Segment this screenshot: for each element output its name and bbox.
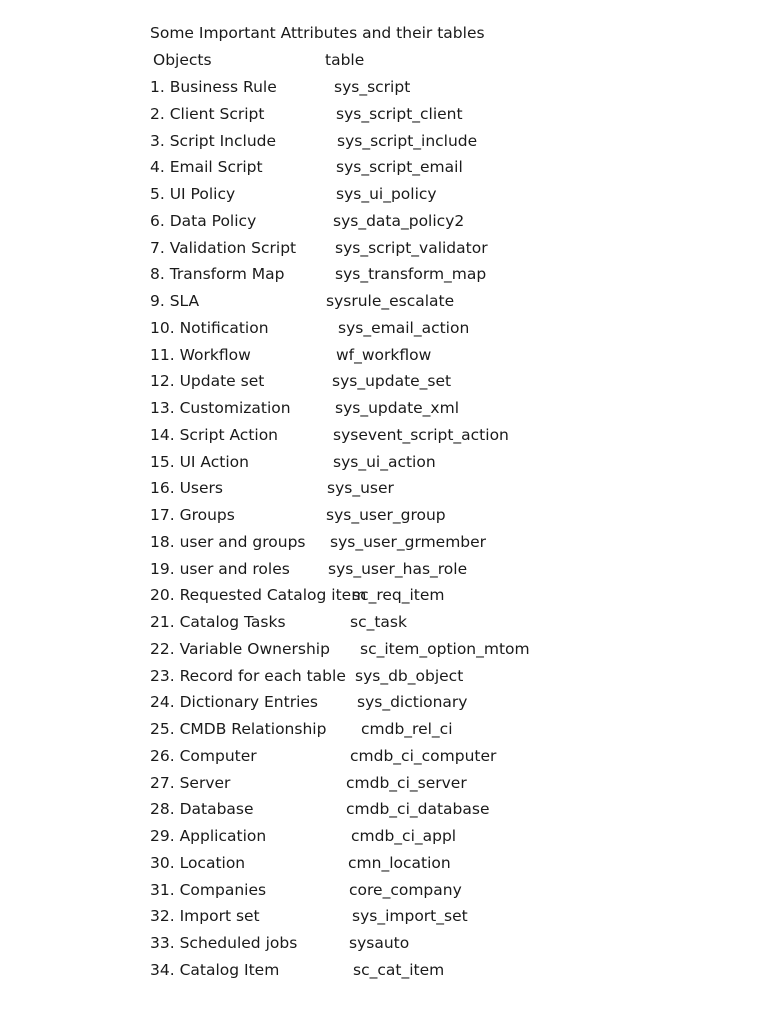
table-name: sys_script_validator [335,238,488,257]
table-name: sys_user_grmember [330,532,487,551]
object-name: 17. Groups [150,506,235,524]
object-name: 12. Update set [150,372,265,391]
table-name: core_company [349,880,462,899]
object-name: 22. Variable Ownership [150,639,330,658]
object-name: 30. Location [150,853,246,872]
table-name: sys_script_email [336,158,463,177]
table-name: sysevent_script_action [333,425,509,444]
object-name: 32. Import set [150,907,260,926]
object-name: 3. Script Include [150,131,277,150]
table-row [0,453,768,475]
table-row [0,667,768,689]
table-row [0,78,768,100]
table-row [0,907,768,929]
object-name: 15. UI Action [150,452,249,471]
table-name: sys_user_group [326,506,446,524]
table-row [0,934,768,956]
object-name: 23. Record for each table [150,666,346,685]
table-row [0,426,768,448]
object-name: 21. Catalog Tasks [150,613,286,631]
table-row [0,319,768,341]
table-name: sysrule_escalate [326,292,455,310]
table-name: cmdb_ci_computer [350,746,497,765]
object-name: 10. Notification [150,318,269,337]
object-name: 28. Database [150,800,254,819]
table-row [0,399,768,421]
table-name: sys_import_set [352,907,468,926]
table-name: sys_dictionary [357,693,468,712]
object-name: 4. Email Script [150,158,263,177]
object-name: 26. Computer [150,746,257,765]
object-name: 2. Client Script [150,104,265,123]
table-name: sys_transform_map [335,265,487,284]
object-name: 19. user and roles [150,559,290,578]
table-name: cmdb_rel_ci [361,720,453,738]
object-name: 14. Script Action [150,425,279,444]
object-name: 33. Scheduled jobs [150,934,298,952]
table-row [0,158,768,180]
object-name: 6. Data Policy [150,211,257,230]
object-name: 25. CMDB Relationship [150,720,327,738]
object-name: 34. Catalog Item [150,960,280,979]
table-row [0,586,768,608]
table-row [0,961,768,983]
table-row [0,346,768,368]
object-name: 20. Requested Catalog item [150,586,367,605]
table-name: sys_update_xml [335,399,460,417]
table-row [0,640,768,662]
table-name: sys_user_has_role [328,559,468,578]
table-row [0,185,768,207]
table-row [0,747,768,769]
object-name: 31. Companies [150,880,267,899]
object-name: 13. Customization [150,399,291,417]
table-name: sys_ui_policy [336,185,437,203]
table-name: sys_script [334,78,411,96]
object-name: 5. UI Policy [150,185,236,203]
table-name: sys_update_set [332,372,452,391]
table-name: sys_email_action [338,318,470,337]
table-row [0,720,768,742]
table-row [0,292,768,314]
table-name: sc_item_option_mtom [360,639,530,658]
table-row [0,239,768,261]
object-name: 11. Workflow [150,345,251,364]
table-row [0,854,768,876]
table-column-header: table [325,51,365,69]
object-name: 7. Validation Script [150,238,297,257]
table-name: cmdb_ci_database [346,800,490,819]
object-name: 9. SLA [150,292,200,310]
table-row [0,881,768,903]
object-name: 1. Business Rule [150,78,277,96]
table-row [0,827,768,849]
object-name: 29. Application [150,827,267,845]
object-name: 24. Dictionary Entries [150,693,318,712]
table-row [0,265,768,287]
table-name: cmdb_ci_server [346,773,467,792]
table-name: sys_user [327,479,394,498]
table-name: sys_ui_action [333,452,436,471]
table-name: sc_task [350,613,407,631]
table-name: sys_data_policy2 [333,211,465,230]
table-row [0,693,768,715]
table-row [0,774,768,796]
table-name: cmdb_ci_appl [351,827,457,845]
table-row [0,506,768,528]
object-name: 16. Users [150,479,223,498]
table-name: wf_workflow [336,345,432,364]
table-row [0,613,768,635]
table-row [0,105,768,127]
table-row [0,132,768,154]
table-name: sysauto [349,934,410,952]
table-row [0,533,768,555]
object-name: 18. user and groups [150,532,306,551]
table-name: sys_db_object [355,666,464,685]
page-title: Some Important Attributes and their tables [150,24,485,42]
table-row [0,800,768,822]
table-row [0,560,768,582]
table-name: sys_script_include [337,131,478,150]
object-name: 27. Server [150,773,231,792]
table-name: sys_script_client [336,104,463,123]
table-name: sc_req_item [352,586,445,605]
object-name: 8. Transform Map [150,265,285,284]
table-row [0,212,768,234]
objects-column-header: Objects [153,51,212,69]
table-row [0,372,768,394]
table-name: cmn_location [348,853,451,872]
table-row [0,479,768,501]
table-name: sc_cat_item [353,960,445,979]
